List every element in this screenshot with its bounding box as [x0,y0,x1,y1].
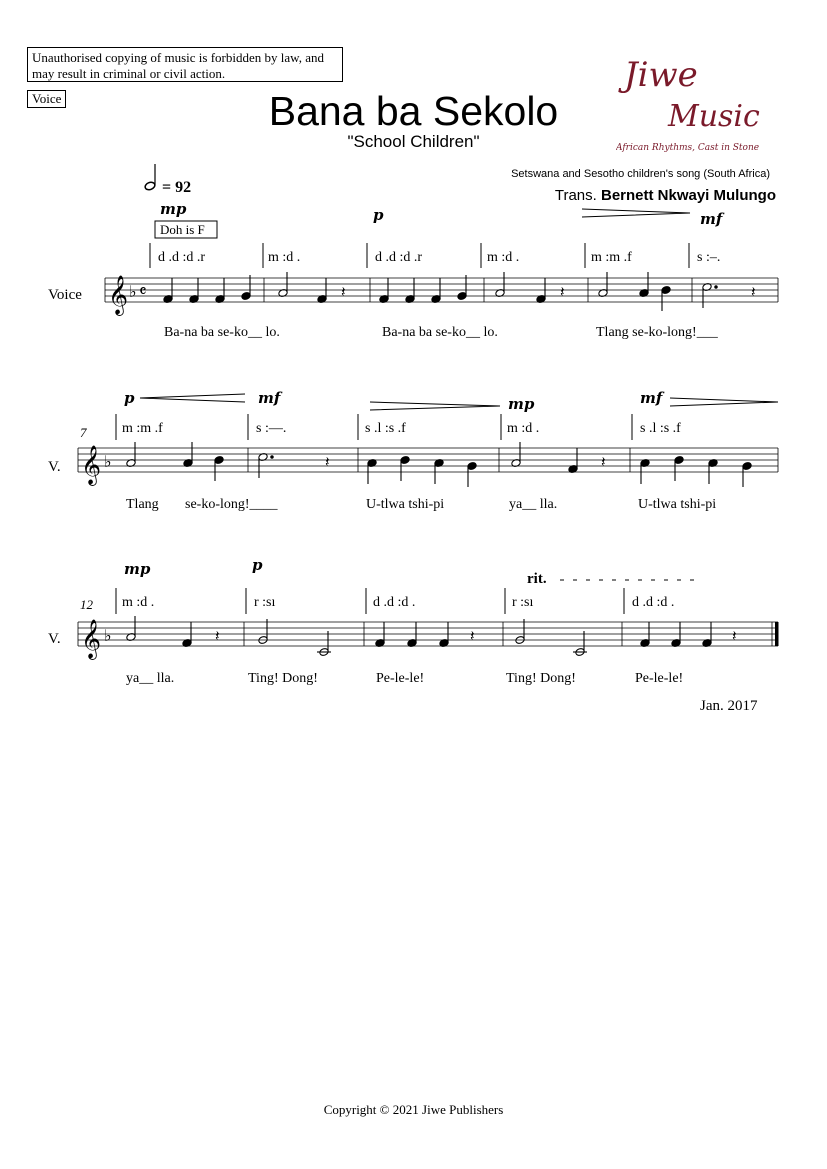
solfa-measure: m :m .f [122,421,163,436]
svg-text:𝄽: 𝄽 [470,627,475,645]
system-2 [48,389,778,512]
tempo-value: = 92 [162,179,192,196]
system-1-label: Voice [48,287,82,303]
dynamic-mark: mp [508,395,535,413]
svg-text:𝄽: 𝄽 [325,453,330,471]
solfa-measure: s .l :s .f [365,421,406,436]
lyric-line: ya__ lla. [126,671,175,686]
crescendo-hairpin [582,209,690,217]
lyric-line: Tlang se-ko-long!___ [596,325,718,340]
solfa-measure: r :sı [512,595,534,610]
logo-tagline: African Rhythms, Cast in Stone [616,143,760,153]
rests [215,627,737,645]
lyric-line: ya__ lla. [509,497,558,512]
solfa-measure: m :d . [268,250,301,265]
solfa-measure: m :d . [507,421,540,436]
final-barline [775,622,779,646]
staff [105,278,778,302]
lyric-line: se-ko-long!____ [185,497,278,512]
lyric-line: Ting! Dong! [506,671,576,686]
doh-label: Doh is F [160,222,205,237]
svg-text:𝄽: 𝄽 [601,453,606,471]
treble-clef-icon: 𝄞 [81,619,102,659]
common-time-icon: 𝄴 [139,282,147,302]
composition-date: Jan. 2017 [700,698,758,714]
flat-key-icon: ♭ [104,452,112,471]
decrescendo-hairpin [670,398,778,406]
treble-clef-icon: 𝄞 [108,275,129,315]
solfa-measure: d .d :d .r [158,250,206,265]
solfa-measure: d .d :d . [373,595,416,610]
dynamic-mark: mf [640,389,663,407]
logo-line1: Jiwe [624,55,698,95]
solfa-measure: d .d :d .r [375,250,423,265]
lyric-line: Pe-le-le! [376,671,425,686]
flat-key-icon: ♭ [104,626,112,645]
rests [341,283,756,301]
solfa-measure: s :—. [256,421,287,436]
trans-prefix: Trans. [554,187,597,204]
solfa-measure: d .d :d . [632,595,675,610]
rests [325,453,606,471]
lyric-line: U-tlwa tshi-pi [638,497,717,512]
logo-line2: Music [668,99,760,134]
solfa-measure: m :d . [122,595,155,610]
system-3 [48,556,779,686]
dynamic-mark: p [252,556,263,574]
lyric-line: Ba-na ba se-ko__ lo. [382,325,498,340]
svg-text:𝄽: 𝄽 [751,283,756,301]
lyric-line: Tlang [126,497,159,512]
decrescendo-hairpin [370,402,500,410]
dynamic-mark: mp [124,560,151,578]
staff [78,448,778,472]
measure-number: 7 [80,425,87,440]
tempo-half-note-icon [144,164,156,191]
page-subtitle: "School Children" [347,132,480,151]
trans-name: Bernett Nkwayi Mulungo [600,187,776,204]
ritardando-mark: rit. [527,571,547,587]
solfa-measure: r :sı [254,595,276,610]
measure-number: 12 [80,597,93,612]
svg-text:𝄽: 𝄽 [732,627,737,645]
lyric-line: Ba-na ba se-ko__ lo. [164,325,280,340]
dynamic-mark: p [373,206,384,224]
dynamic-mark: mf [258,389,281,407]
solfa-measure: s :–. [697,250,721,265]
svg-text:𝄽: 𝄽 [560,283,565,301]
dynamic-mark: p [124,389,135,407]
notes [126,442,752,487]
system-2-label: V. [48,459,61,475]
lyric-line: Ting! Dong! [248,671,318,686]
svg-text:𝄽: 𝄽 [341,283,346,301]
lyric-line: Pe-le-le! [635,671,684,686]
solfa-measure: m :d . [487,250,520,265]
copyright-notice-box: Unauthorised copying of music is forbidden by law, and may result in criminal or civil action. [27,47,343,82]
copyright-footer: Copyright © 2021 Jiwe Publishers [323,1102,504,1117]
solfa-measure: s .l :s .f [640,421,681,436]
system-3-label: V. [48,631,61,647]
lyric-line: U-tlwa tshi-pi [366,497,445,512]
voice-part-tag: Voice [27,90,66,108]
page-title: Bana ba Sekolo [268,88,559,134]
solfa-measure: m :m .f [591,250,632,265]
treble-clef-icon: 𝄞 [81,445,102,485]
crescendo-hairpin [140,394,245,402]
flat-key-icon: ♭ [129,282,137,301]
song-origin: Setswana and Sesotho children's song (South Africa) [511,168,770,180]
solfa-line [116,588,624,614]
dynamic-mark: mp [160,200,187,218]
dynamic-mark: mf [700,210,723,228]
svg-text:𝄽: 𝄽 [215,627,220,645]
